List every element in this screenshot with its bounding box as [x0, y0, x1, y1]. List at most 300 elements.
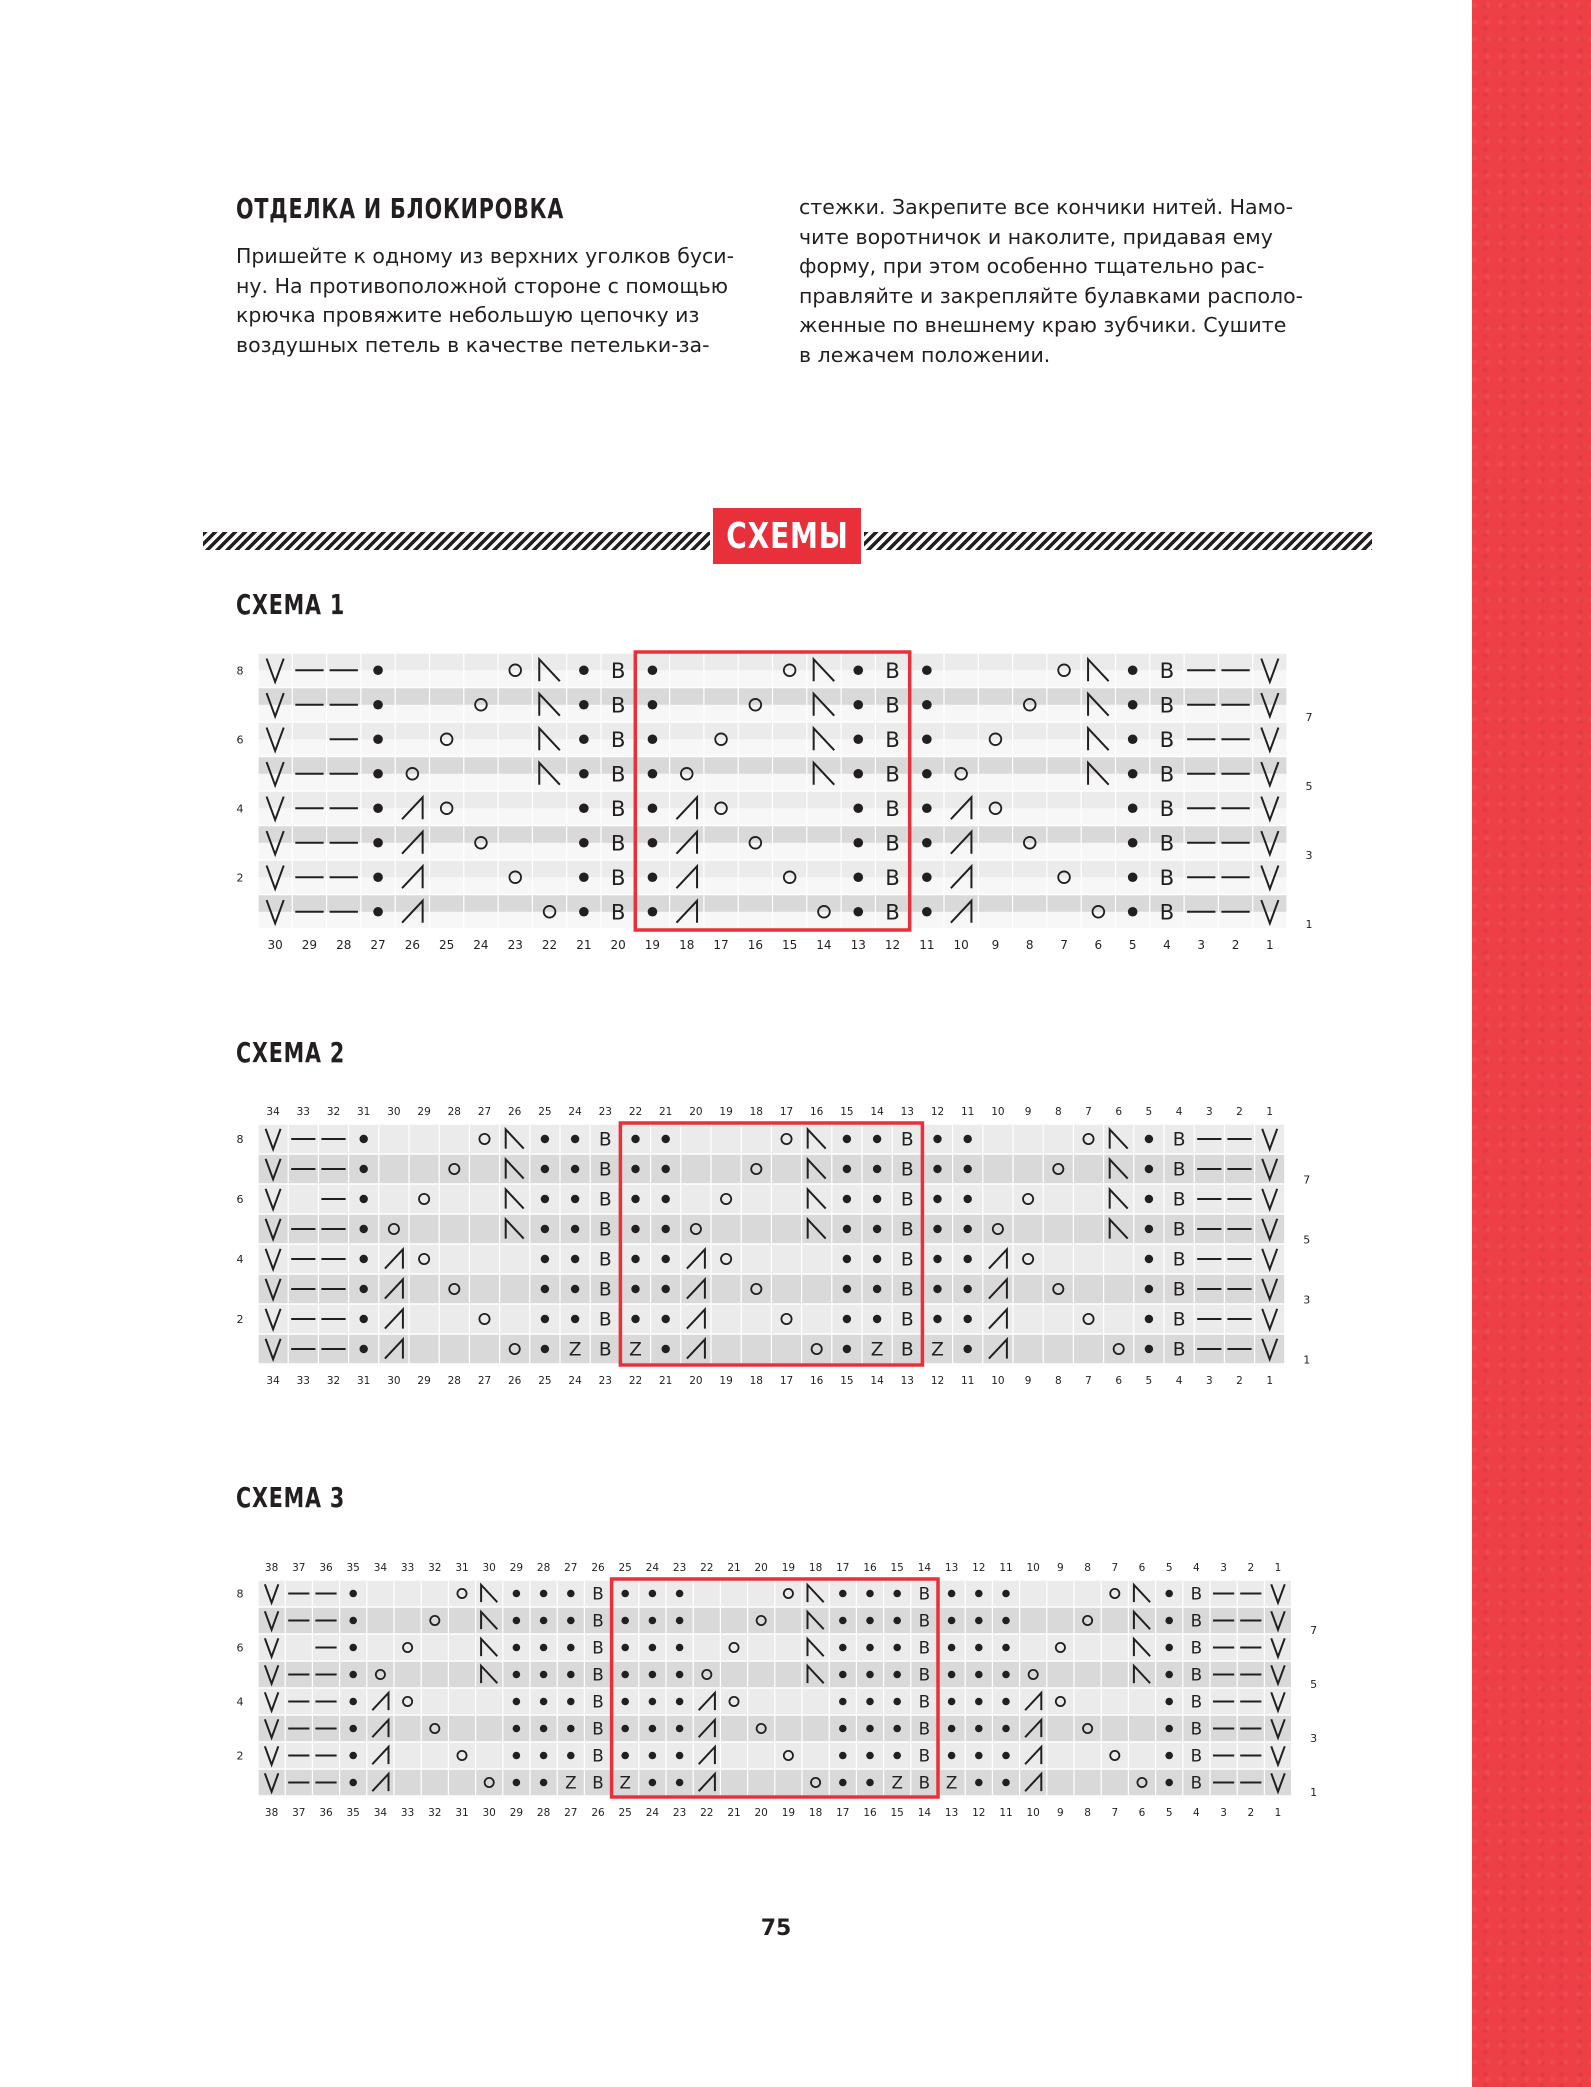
purl-dot — [853, 803, 863, 813]
bead-symbol: B — [1172, 1159, 1186, 1181]
purl-dot — [360, 1135, 368, 1143]
bead-symbol: B — [592, 1610, 604, 1631]
purl-dot — [839, 1752, 847, 1760]
column-number-top: 4 — [1193, 1562, 1200, 1574]
purl-dot — [579, 872, 589, 882]
column-number-top: 25 — [618, 1562, 632, 1574]
bead-symbol: B — [610, 900, 626, 926]
scheme-3-chart — [220, 1548, 1340, 1828]
column-number-top: 26 — [508, 1106, 522, 1118]
bead-symbol: B — [900, 1159, 914, 1181]
purl-dot — [649, 1725, 657, 1733]
column-number-top: 27 — [477, 1106, 492, 1118]
purl-dot — [373, 700, 383, 710]
purl-dot — [964, 1315, 972, 1323]
purl-dot — [964, 1135, 972, 1143]
bead-symbol: B — [1190, 1664, 1203, 1685]
purl-dot — [676, 1752, 684, 1760]
column-number: 10 — [991, 1375, 1005, 1387]
column-number: 17 — [713, 938, 729, 952]
column-number: 8 — [1054, 1375, 1062, 1387]
purl-dot — [866, 1725, 874, 1733]
column-number: 33 — [400, 1807, 415, 1819]
purl-dot — [1002, 1752, 1010, 1760]
column-number-top: 7 — [1085, 1106, 1092, 1118]
purl-dot — [964, 1195, 972, 1203]
column-number-top: 6 — [1115, 1106, 1123, 1118]
scheme-2-chart — [220, 1092, 1340, 1392]
purl-dot — [676, 1644, 684, 1652]
bead-symbol: B — [592, 1745, 604, 1766]
purl-dot — [1145, 1225, 1153, 1233]
bead-symbol: B — [1159, 865, 1175, 891]
purl-dot — [541, 1165, 549, 1173]
purl-dot — [839, 1590, 847, 1598]
purl-dot — [360, 1285, 368, 1293]
purl-dot — [649, 1617, 657, 1625]
purl-dot — [579, 734, 589, 744]
bead-symbol: B — [1190, 1745, 1203, 1766]
column-number: 18 — [808, 1807, 823, 1819]
purl-dot — [567, 1725, 575, 1733]
bead-symbol: B — [610, 693, 626, 719]
column-number-top: 16 — [810, 1106, 824, 1118]
column-number: 10 — [953, 938, 969, 952]
bead-symbol: B — [885, 727, 900, 753]
column-number-top: 14 — [917, 1562, 932, 1574]
purl-dot — [853, 734, 863, 744]
row-label-right: 3 — [1310, 1731, 1318, 1745]
bead-symbol: B — [1190, 1718, 1203, 1739]
column-number-top: 20 — [754, 1562, 768, 1574]
purl-dot — [922, 769, 932, 779]
purl-dot — [621, 1617, 629, 1625]
column-number: 8 — [1025, 938, 1034, 952]
purl-dot — [964, 1285, 972, 1293]
bead-symbol: B — [1172, 1279, 1186, 1301]
column-number: 29 — [301, 938, 318, 952]
purl-dot — [975, 1590, 983, 1598]
purl-dot — [631, 1165, 639, 1173]
row-label-right: 1 — [1310, 1785, 1318, 1799]
purl-dot — [579, 700, 589, 710]
column-number-top: 34 — [373, 1562, 388, 1574]
purl-dot — [373, 769, 383, 779]
purl-dot — [975, 1752, 983, 1760]
column-number-top: 3 — [1220, 1562, 1227, 1574]
column-number: 11 — [919, 938, 935, 952]
column-number: 27 — [370, 938, 386, 952]
column-number-top: 32 — [428, 1562, 442, 1574]
purl-dot — [933, 1285, 941, 1293]
bead-symbol: B — [918, 1664, 931, 1685]
column-number-top: 6 — [1138, 1562, 1146, 1574]
purl-dot — [1002, 1671, 1010, 1679]
bead-symbol: B — [598, 1189, 612, 1211]
column-number-top: 4 — [1175, 1106, 1183, 1118]
scheme-2-title: СХЕМА 2 — [236, 1036, 346, 1069]
page-number: 75 — [760, 1916, 792, 1941]
column-number: 34 — [373, 1807, 388, 1819]
column-number: 3 — [1197, 938, 1206, 952]
purl-dot — [1165, 1590, 1173, 1598]
purl-dot — [540, 1644, 548, 1652]
column-number: 32 — [428, 1807, 442, 1819]
purl-dot — [571, 1135, 579, 1143]
row-label-left: 8 — [236, 1587, 244, 1601]
text-column-left — [236, 242, 756, 360]
bead-symbol: B — [592, 1637, 604, 1658]
purl-dot — [541, 1255, 549, 1263]
column-number-top: 24 — [568, 1106, 582, 1118]
purl-dot — [648, 907, 658, 917]
stitch-symbol: Z — [619, 1772, 631, 1793]
column-number-top: 1 — [1266, 1106, 1274, 1118]
bead-symbol: B — [610, 796, 626, 822]
purl-dot — [1002, 1698, 1010, 1706]
purl-dot — [839, 1671, 847, 1679]
column-number-top: 11 — [961, 1106, 975, 1118]
column-number-top: 32 — [326, 1106, 341, 1118]
purl-dot — [975, 1725, 983, 1733]
purl-dot — [360, 1165, 368, 1173]
column-number-top: 12 — [972, 1562, 986, 1574]
text-column-right — [799, 193, 1319, 370]
bead-symbol: B — [598, 1159, 612, 1181]
column-number: 24 — [645, 1807, 660, 1819]
column-number: 31 — [357, 1375, 371, 1387]
column-number: 33 — [296, 1375, 310, 1387]
purl-dot — [360, 1225, 368, 1233]
text-line: женные по внешнему краю зубчики. Сушите — [799, 313, 1287, 337]
bead-symbol: B — [900, 1129, 914, 1151]
purl-dot — [662, 1195, 670, 1203]
column-number-top: 30 — [482, 1562, 496, 1574]
row-label-left: 4 — [236, 1695, 244, 1709]
schemes-banner-label: СХЕМЫ — [725, 515, 849, 557]
bead-symbol: B — [885, 865, 900, 891]
stitch-symbol: Z — [565, 1772, 577, 1793]
column-number: 13 — [944, 1807, 959, 1819]
column-number: 28 — [336, 938, 352, 952]
purl-dot — [513, 1779, 521, 1787]
column-number: 22 — [628, 1375, 643, 1387]
bead-symbol: B — [918, 1637, 931, 1658]
column-number-top: 20 — [689, 1106, 703, 1118]
column-number: 9 — [991, 938, 1000, 952]
column-number: 14 — [816, 938, 832, 952]
row-label-right: 5 — [1305, 779, 1313, 793]
purl-dot — [873, 1135, 881, 1143]
purl-dot — [648, 803, 658, 813]
purl-dot — [839, 1617, 847, 1625]
bead-symbol: B — [610, 762, 626, 788]
column-number: 2 — [1236, 1375, 1243, 1387]
text-line: Пришейте к одному из верхних уголков буси- — [236, 244, 734, 268]
schemes-banner — [713, 508, 861, 564]
bead-symbol: B — [610, 831, 626, 857]
column-number: 4 — [1193, 1807, 1200, 1819]
column-number-top: 12 — [930, 1106, 945, 1118]
purl-dot — [631, 1225, 639, 1233]
purl-dot — [975, 1698, 983, 1706]
column-number: 26 — [508, 1375, 522, 1387]
purl-dot — [873, 1255, 881, 1263]
purl-dot — [922, 734, 932, 744]
purl-dot — [873, 1165, 881, 1173]
column-number: 32 — [326, 1375, 341, 1387]
bead-symbol: B — [1190, 1637, 1203, 1658]
purl-dot — [843, 1285, 851, 1293]
row-label-right: 7 — [1305, 710, 1313, 724]
bead-symbol: B — [1159, 658, 1175, 684]
purl-dot — [349, 1590, 357, 1598]
hatch-divider-left — [203, 532, 710, 550]
purl-dot — [948, 1644, 956, 1652]
purl-dot — [893, 1590, 901, 1598]
bead-symbol: B — [592, 1691, 604, 1712]
purl-dot — [839, 1644, 847, 1652]
purl-dot — [648, 838, 658, 848]
purl-dot — [1165, 1752, 1173, 1760]
bead-symbol: B — [918, 1583, 931, 1604]
column-number: 16 — [810, 1375, 824, 1387]
column-number: 20 — [689, 1375, 703, 1387]
column-number: 35 — [346, 1807, 360, 1819]
column-number-top: 18 — [808, 1562, 823, 1574]
column-number-top: 21 — [659, 1106, 673, 1118]
column-number: 26 — [404, 938, 420, 952]
bead-symbol: B — [1172, 1339, 1186, 1361]
purl-dot — [649, 1698, 657, 1706]
column-number: 9 — [1024, 1375, 1032, 1387]
column-number: 13 — [900, 1375, 914, 1387]
column-number: 27 — [477, 1375, 492, 1387]
purl-dot — [922, 872, 932, 882]
purl-dot — [843, 1135, 851, 1143]
column-number: 28 — [447, 1375, 461, 1387]
row-label-left: 4 — [236, 1253, 244, 1266]
column-number-top: 2 — [1236, 1106, 1243, 1118]
column-number: 13 — [850, 938, 866, 952]
column-number: 20 — [754, 1807, 768, 1819]
column-number: 5 — [1128, 938, 1137, 952]
purl-dot — [662, 1345, 670, 1353]
column-number-top: 22 — [700, 1562, 714, 1574]
column-number: 37 — [292, 1807, 306, 1819]
bead-symbol: B — [900, 1309, 914, 1331]
text-line: стежки. Закрепите все кончики нитей. Намо- — [799, 195, 1294, 219]
purl-dot — [922, 665, 932, 675]
column-number-top: 23 — [598, 1106, 612, 1118]
purl-dot — [853, 665, 863, 675]
column-number: 16 — [863, 1807, 877, 1819]
purl-dot — [649, 1752, 657, 1760]
column-number-top: 24 — [645, 1562, 660, 1574]
column-number-top: 9 — [1057, 1562, 1064, 1574]
column-number-top: 36 — [319, 1562, 333, 1574]
purl-dot — [649, 1590, 657, 1598]
bead-symbol: B — [1159, 900, 1175, 926]
column-number: 12 — [972, 1807, 986, 1819]
column-number-top: 33 — [296, 1106, 310, 1118]
purl-dot — [567, 1752, 575, 1760]
purl-dot — [1128, 769, 1138, 779]
purl-dot — [648, 700, 658, 710]
column-number-top: 17 — [836, 1562, 850, 1574]
column-number: 18 — [749, 1375, 763, 1387]
purl-dot — [676, 1725, 684, 1733]
column-number: 17 — [836, 1807, 850, 1819]
column-number: 19 — [719, 1375, 733, 1387]
column-number: 30 — [267, 938, 283, 952]
purl-dot — [648, 769, 658, 779]
row-label-left: 6 — [236, 1641, 244, 1655]
row-label-left: 4 — [236, 802, 244, 816]
purl-dot — [541, 1195, 549, 1203]
purl-dot — [540, 1752, 548, 1760]
purl-dot — [839, 1779, 847, 1787]
bead-symbol: B — [885, 762, 900, 788]
purl-dot — [676, 1617, 684, 1625]
bead-symbol: B — [1190, 1583, 1203, 1604]
purl-dot — [579, 838, 589, 848]
purl-dot — [1145, 1315, 1153, 1323]
purl-dot — [662, 1315, 670, 1323]
purl-dot — [1165, 1698, 1173, 1706]
purl-dot — [513, 1671, 521, 1679]
purl-dot — [662, 1135, 670, 1143]
bead-symbol: B — [918, 1745, 931, 1766]
purl-dot — [922, 838, 932, 848]
purl-dot — [513, 1752, 521, 1760]
purl-dot — [948, 1752, 956, 1760]
stitch-symbol: Z — [568, 1339, 582, 1361]
column-number: 6 — [1115, 1375, 1123, 1387]
row-label-right: 7 — [1310, 1623, 1318, 1637]
column-number-top: 7 — [1111, 1562, 1119, 1574]
column-number: 34 — [266, 1375, 280, 1387]
bead-symbol: B — [592, 1583, 604, 1604]
column-number-top: 30 — [387, 1106, 401, 1118]
bead-symbol: B — [598, 1129, 612, 1151]
column-number: 1 — [1274, 1807, 1282, 1819]
purl-dot — [866, 1617, 874, 1625]
row-label-right: 3 — [1303, 1293, 1311, 1307]
column-number: 15 — [840, 1375, 854, 1387]
purl-dot — [853, 872, 863, 882]
purl-dot — [373, 665, 383, 675]
purl-dot — [631, 1315, 639, 1323]
bead-symbol: B — [885, 831, 900, 857]
purl-dot — [1002, 1617, 1010, 1625]
purl-dot — [1128, 907, 1138, 917]
column-number: 8 — [1084, 1807, 1091, 1819]
column-number: 5 — [1165, 1807, 1173, 1819]
column-number: 11 — [961, 1375, 975, 1387]
column-number: 12 — [884, 938, 901, 952]
bead-symbol: B — [592, 1772, 604, 1793]
row-label-right: 3 — [1305, 848, 1313, 862]
column-number: 19 — [644, 938, 661, 952]
bead-symbol: B — [1159, 796, 1175, 822]
purl-dot — [893, 1644, 901, 1652]
purl-dot — [866, 1671, 874, 1679]
column-number: 29 — [509, 1807, 524, 1819]
column-number-top: 13 — [900, 1106, 914, 1118]
row-label-left: 8 — [236, 1133, 244, 1146]
column-number: 27 — [564, 1807, 578, 1819]
purl-dot — [1002, 1644, 1010, 1652]
purl-dot — [541, 1135, 549, 1143]
column-number: 14 — [870, 1375, 884, 1387]
purl-dot — [579, 665, 589, 675]
purl-dot — [373, 734, 383, 744]
purl-dot — [1002, 1725, 1010, 1733]
column-number: 6 — [1138, 1807, 1146, 1819]
purl-dot — [948, 1698, 956, 1706]
purl-dot — [893, 1725, 901, 1733]
purl-dot — [662, 1285, 670, 1293]
purl-dot — [933, 1135, 941, 1143]
bead-symbol: B — [900, 1279, 914, 1301]
column-number-top: 8 — [1084, 1562, 1091, 1574]
purl-dot — [621, 1752, 629, 1760]
purl-dot — [373, 838, 383, 848]
purl-dot — [662, 1225, 670, 1233]
purl-dot — [948, 1671, 956, 1679]
column-number: 24 — [568, 1375, 582, 1387]
purl-dot — [873, 1195, 881, 1203]
purl-dot — [513, 1617, 521, 1625]
purl-dot — [853, 769, 863, 779]
column-number-top: 10 — [991, 1106, 1005, 1118]
column-number: 29 — [417, 1375, 431, 1387]
purl-dot — [843, 1255, 851, 1263]
bead-symbol: B — [1159, 831, 1175, 857]
row-label-left: 2 — [236, 1749, 244, 1763]
purl-dot — [1165, 1617, 1173, 1625]
column-number: 21 — [659, 1375, 673, 1387]
bead-symbol: B — [900, 1339, 914, 1361]
purl-dot — [567, 1671, 575, 1679]
column-number-top: 19 — [781, 1562, 796, 1574]
column-number-top: 37 — [292, 1562, 306, 1574]
column-number: 26 — [591, 1807, 605, 1819]
purl-dot — [1145, 1195, 1153, 1203]
column-number-top: 9 — [1024, 1106, 1032, 1118]
purl-dot — [933, 1165, 941, 1173]
column-number-top: 10 — [1026, 1562, 1040, 1574]
purl-dot — [933, 1195, 941, 1203]
column-number-top: 34 — [266, 1106, 280, 1118]
bead-symbol: B — [598, 1249, 612, 1271]
row-label-left: 6 — [236, 733, 244, 747]
purl-dot — [621, 1725, 629, 1733]
purl-dot — [843, 1225, 851, 1233]
purl-dot — [649, 1671, 657, 1679]
column-number-top: 1 — [1274, 1562, 1282, 1574]
purl-dot — [648, 665, 658, 675]
column-number: 14 — [917, 1807, 932, 1819]
text-line: воздушных петель в качестве петельки-за- — [236, 332, 710, 357]
bead-symbol: B — [885, 658, 900, 684]
purl-dot — [933, 1255, 941, 1263]
bead-symbol: B — [1172, 1249, 1186, 1271]
purl-dot — [839, 1698, 847, 1706]
purl-dot — [843, 1345, 851, 1353]
column-number-top: 31 — [455, 1562, 469, 1574]
